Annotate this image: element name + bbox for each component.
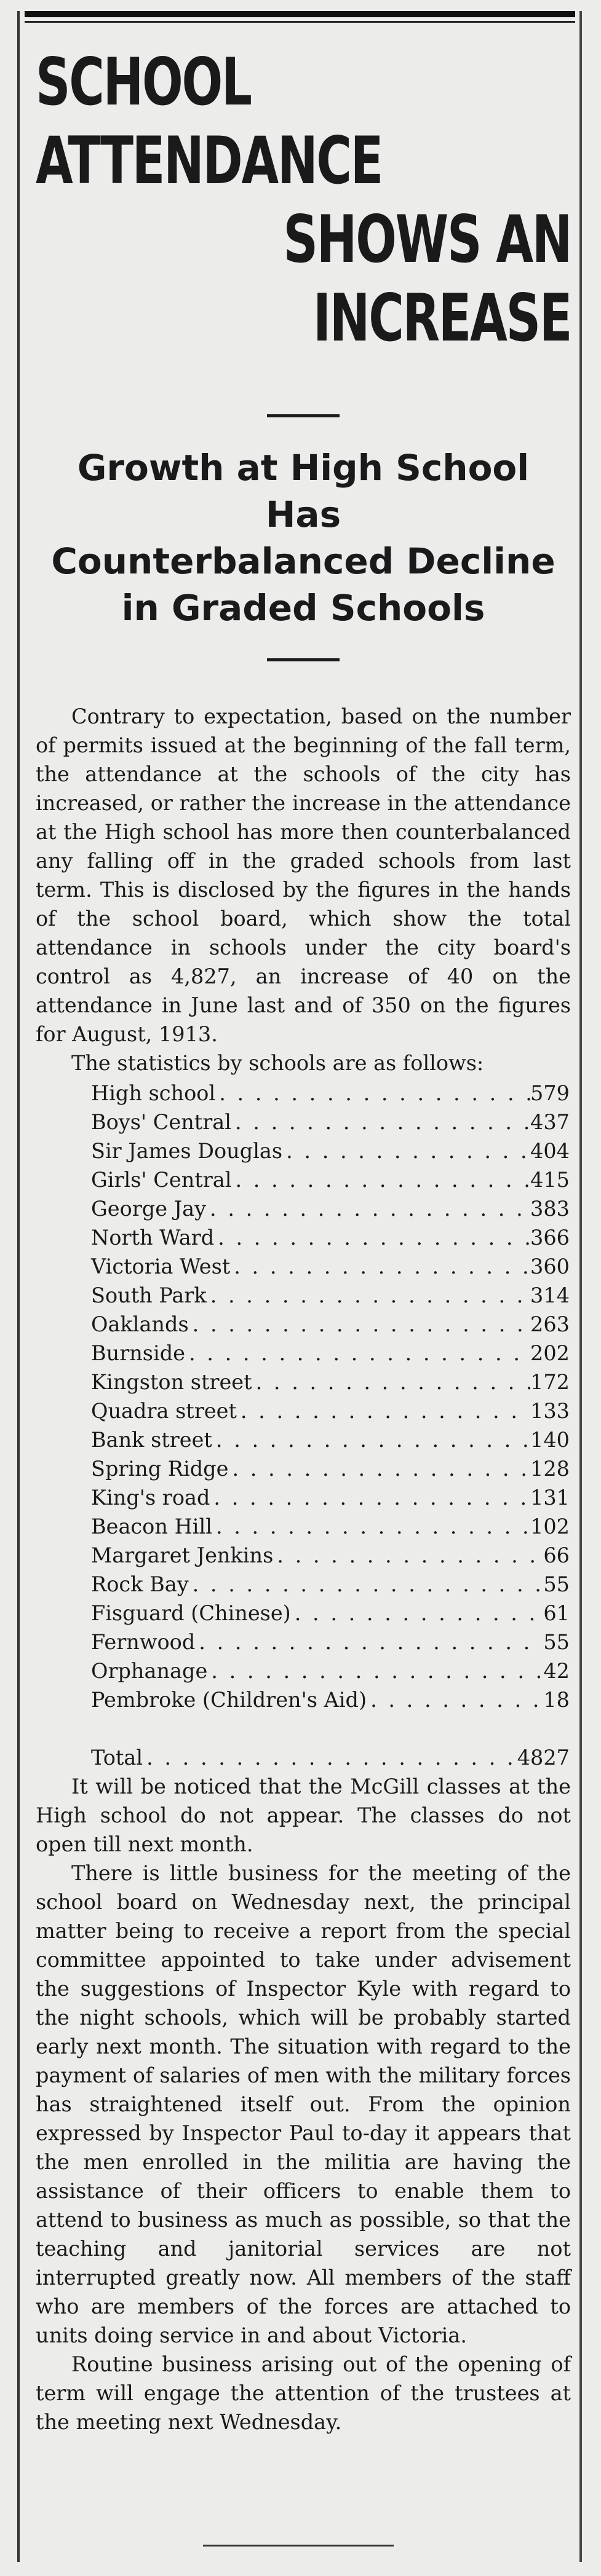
subheadline-line-1: Growth at High School Has — [77, 447, 530, 535]
school-count: 360 — [530, 1255, 570, 1278]
paragraph-mcgill: It will be noticed that the McGill classes at the High school do not appear. The classes do not open till next month. — [36, 1774, 571, 1856]
school-name: Oaklands — [91, 1312, 189, 1336]
school-name: King's road — [91, 1486, 210, 1510]
list-item — [36, 1396, 571, 1425]
school-name: Pembroke (Children's Aid) — [91, 1688, 367, 1712]
school-name: Burnside — [91, 1341, 185, 1365]
school-count: 202 — [530, 1341, 570, 1365]
school-count: 263 — [530, 1312, 570, 1336]
school-count: 55 — [543, 1572, 570, 1596]
school-count: 61 — [543, 1601, 570, 1625]
list-item — [36, 1656, 571, 1685]
headline-line-2: SHOWS AN INCREASE — [283, 202, 571, 356]
paragraph-statistics-intro: The statistics by schools are as follows: — [71, 1051, 484, 1075]
school-name: George Jay — [91, 1197, 207, 1221]
list-item — [36, 1108, 571, 1136]
left-column-rule — [17, 11, 20, 2562]
paragraph-routine-business: Routine business arising out of the opening of term will engage the attention of the trustees at the meeting next Wednesday. — [36, 2352, 571, 2434]
list-item — [36, 1454, 571, 1483]
school-count: 415 — [530, 1168, 570, 1192]
subheadline-line-2: Counterbalanced Decline — [51, 540, 555, 582]
school-count: 140 — [530, 1428, 570, 1452]
subheadline-line-3: in Graded Schools — [121, 587, 485, 629]
school-name: North Ward — [91, 1226, 215, 1250]
school-name: Sir James Douglas — [91, 1139, 283, 1163]
school-name: Rock Bay — [91, 1572, 189, 1596]
school-name: Boys' Central — [91, 1110, 231, 1134]
top-rule — [25, 11, 575, 17]
school-count: 437 — [530, 1110, 570, 1134]
list-item — [36, 1223, 571, 1252]
school-name: Victoria West — [91, 1255, 231, 1278]
school-name: Bank street — [91, 1428, 212, 1452]
school-name: Fernwood — [91, 1630, 196, 1654]
school-count: 55 — [543, 1630, 570, 1654]
paragraph-intro: Contrary to expectation, based on the number of permits issued at the beginning of the fall term, the attendance at the schools of the city has increased, or rather the increase in the attendance at the High school has more then counterbalanced any falling off in the graded schools from last term. This is disclosed by the figures in the hands of the school board, which show the total attendance in schools under the city board's control as 4,827, an increase of 40 on the attendance in June last and of 350 on the figures for August, 1913. — [36, 704, 571, 1046]
bottom-rule — [203, 2545, 394, 2546]
school-name: Quadra street — [91, 1399, 237, 1423]
list-item — [36, 1252, 571, 1281]
school-count: 383 — [530, 1197, 570, 1221]
list-item — [36, 1628, 571, 1656]
article-body-continued — [36, 1772, 571, 2436]
school-name: Fisguard (Chinese) — [91, 1601, 291, 1625]
school-name: Beacon Hill — [91, 1514, 212, 1538]
school-name: South Park — [91, 1283, 207, 1307]
list-item — [36, 1483, 571, 1512]
list-item — [36, 1685, 571, 1714]
list-item — [36, 1281, 571, 1310]
school-count: 102 — [530, 1514, 570, 1538]
school-count: 366 — [530, 1226, 570, 1250]
school-count: 133 — [530, 1399, 570, 1423]
list-item — [36, 1541, 571, 1570]
headline-line-1: SCHOOL ATTENDANCE — [36, 44, 383, 199]
paragraph-school-board: There is little business for the meeting of the school board on Wednesday next, the principal matter being to receive a report from the special committee appointed to take under advisement the suggestions of Inspector Kyle with regard to the night schools, which will be probably started early next month. The situation with regard to the payment of salaries of men with the military forces has straightened itself out. From the opinion expressed by Inspector Paul to-day it appears that the men enrolled in the militia are having the assistance of their officers to enable them to attend to business as much as possible, so that the teaching and janitorial services are not interrupted greatly now. All members of the staff who are members of the forces are attached to units doing service in and about Victoria. — [36, 1861, 571, 2347]
school-count: 42 — [543, 1659, 570, 1683]
school-count: 404 — [530, 1139, 570, 1163]
school-count: 18 — [543, 1688, 570, 1712]
school-name: High school — [91, 1081, 216, 1105]
statistics-list — [36, 1079, 571, 1714]
school-count: 172 — [530, 1370, 570, 1394]
list-item — [36, 1194, 571, 1223]
list-item — [36, 1136, 571, 1165]
subheadline — [36, 444, 571, 631]
list-item — [36, 1079, 571, 1108]
right-column-rule — [579, 11, 582, 2562]
list-item — [36, 1425, 571, 1454]
list-item — [36, 1339, 571, 1368]
school-name: Girls' Central — [91, 1168, 232, 1192]
total-label: Total — [91, 1746, 143, 1770]
school-count: 579 — [530, 1081, 570, 1105]
school-count: 314 — [530, 1283, 570, 1307]
school-count: 128 — [530, 1457, 570, 1481]
headline — [36, 43, 571, 358]
list-item — [36, 1570, 571, 1599]
school-name: Spring Ridge — [91, 1457, 229, 1481]
top-rule-thin — [25, 21, 575, 23]
school-name: Margaret Jenkins — [91, 1543, 274, 1567]
school-count: 66 — [543, 1543, 570, 1567]
school-count: 131 — [530, 1486, 570, 1510]
list-item — [36, 1512, 571, 1541]
total-count: 4827 — [517, 1746, 570, 1770]
list-item — [36, 1599, 571, 1628]
article-body — [36, 702, 571, 1077]
statistics-total — [36, 1743, 571, 1772]
list-item — [36, 1368, 571, 1396]
list-item — [36, 1165, 571, 1194]
list-item — [36, 1310, 571, 1339]
school-name: Orphanage — [91, 1659, 208, 1683]
article — [36, 43, 571, 2436]
school-name: Kingston street — [91, 1370, 252, 1394]
